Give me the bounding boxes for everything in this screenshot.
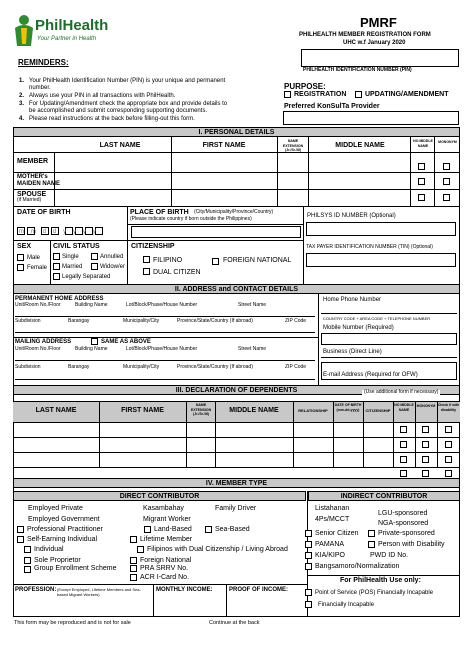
dep-row-checkbox[interactable] bbox=[445, 426, 452, 433]
lifetime-checkbox[interactable] bbox=[130, 536, 137, 543]
pwd-id-label: PWD ID No. bbox=[370, 552, 409, 559]
nga-label: NGA-sponsored bbox=[378, 520, 429, 527]
dep-col-no-middle: NO MIDDLE NAME bbox=[394, 403, 414, 412]
section-address-title: II. ADDRESS and CONTACT DETAILS bbox=[13, 284, 460, 294]
listahanan-label: Listahanan bbox=[315, 505, 350, 512]
konsulta-input[interactable] bbox=[283, 111, 459, 125]
pos-checkbox[interactable] bbox=[305, 589, 312, 596]
proof-income-label: PROOF OF INCOME: bbox=[229, 587, 288, 593]
individual-checkbox[interactable] bbox=[24, 546, 31, 553]
row-member: MEMBER bbox=[17, 158, 49, 165]
pin-box[interactable] bbox=[301, 49, 459, 67]
self-earning-label: Self-Earning Individual bbox=[27, 536, 98, 543]
civil-status-label: CIVIL STATUS bbox=[53, 243, 100, 250]
same-as-above-label: SAME AS ABOVE bbox=[101, 339, 151, 345]
row-mother-maiden: MAIDEN NAME bbox=[17, 181, 60, 187]
tin-label: TAX PAYER IDENTIFICATION NUMBER (TIN) (Optional) bbox=[306, 244, 433, 250]
sex-male-radio[interactable] bbox=[17, 254, 24, 261]
civil-single-radio[interactable] bbox=[53, 253, 60, 260]
tin-input[interactable] bbox=[306, 253, 456, 267]
dep-col-relationship: RELATIONSHIP bbox=[298, 408, 328, 413]
dep-row-checkbox[interactable] bbox=[445, 470, 452, 477]
perm-barangay: Barangay bbox=[68, 318, 90, 324]
cit-foreign-checkbox[interactable] bbox=[212, 258, 219, 265]
same-as-above-checkbox[interactable] bbox=[91, 338, 98, 345]
dob-label: DATE OF BIRTH bbox=[17, 209, 71, 216]
sole-prop-checkbox[interactable] bbox=[24, 557, 31, 564]
mother-no-middle-checkbox[interactable] bbox=[418, 178, 425, 185]
sex-label: SEX bbox=[17, 243, 32, 250]
pob-label: PLACE OF BIRTH bbox=[130, 209, 189, 216]
civil-married-label: Married bbox=[62, 264, 83, 270]
foreign-nat-checkbox[interactable] bbox=[130, 557, 137, 564]
reminders-title: REMINDERS: bbox=[18, 58, 69, 67]
filipinos-dual-checkbox[interactable] bbox=[137, 546, 144, 553]
dep-col-first: FIRST NAME bbox=[121, 407, 164, 414]
form-version: UHC w.f January 2020 bbox=[343, 40, 406, 46]
civil-married-radio[interactable] bbox=[53, 263, 60, 270]
mail-municipality: Municipality/City bbox=[123, 364, 160, 370]
logo-text: PhilHealth bbox=[35, 17, 109, 34]
profession-label: PROFESSION: bbox=[15, 587, 57, 593]
dep-row-checkbox[interactable] bbox=[445, 456, 452, 463]
row-spouse: SPOUSE bbox=[17, 191, 47, 198]
reminder-text: be accomplished and submit corresponding supporting documents. bbox=[29, 108, 208, 114]
dep-col-citizenship: CITIZENSHIP bbox=[365, 408, 391, 413]
filipinos-dual-label: Filipinos with Dual Citizenship / Living Abroad bbox=[147, 546, 288, 553]
civil-annulled-radio[interactable] bbox=[91, 253, 98, 260]
senior-label: Senior Citizen bbox=[315, 530, 359, 537]
employed-gov-label: Employed Government bbox=[28, 516, 100, 523]
financially-incapable-checkbox[interactable] bbox=[305, 601, 312, 608]
pwd-checkbox[interactable] bbox=[368, 541, 375, 548]
dep-row-checkbox[interactable] bbox=[422, 426, 429, 433]
cit-filipino-label: FILIPINO bbox=[153, 257, 183, 264]
dep-row-checkbox[interactable] bbox=[422, 456, 429, 463]
phone-format-label: COUNTRY CODE + AREA CODE + TELEPHONE NUMBER bbox=[323, 316, 431, 321]
dep-row-checkbox[interactable] bbox=[422, 470, 429, 477]
col-middle-name: MIDDLE NAME bbox=[335, 142, 385, 149]
group-enroll-checkbox[interactable] bbox=[24, 566, 31, 573]
col-mononym: MONONYM bbox=[438, 140, 457, 144]
prof-pract-label: Professional Practitioner bbox=[27, 526, 103, 533]
mail-barangay: Barangay bbox=[68, 364, 90, 370]
reminder-text: Always use your PIN in all transactions with PhilHealth. bbox=[29, 93, 176, 99]
mail-subdivision: Subdivision bbox=[15, 364, 41, 370]
reminder-number: 3. bbox=[19, 101, 25, 107]
pob-note: (Please indicate country if born outside the Philippines) bbox=[130, 216, 252, 222]
dep-row-checkbox[interactable] bbox=[400, 470, 407, 477]
perm-zip: ZIP Code bbox=[285, 318, 307, 324]
purpose-label: PURPOSE: bbox=[284, 82, 326, 91]
pob-sub: (City/Municipality/Province/Country) bbox=[194, 209, 274, 215]
updating-checkbox[interactable] bbox=[355, 91, 362, 98]
pin-label: PHILHEALTH IDENTIFICATION NUMBER (PIN) bbox=[303, 67, 412, 73]
pwd-label: Person with Disability bbox=[378, 541, 445, 548]
financially-incapable-label: Financially Incapable bbox=[318, 602, 375, 608]
direct-contributor-title: DIRECT CONTRIBUTOR bbox=[13, 491, 306, 501]
private-sp-label: Private-sponsored bbox=[378, 530, 435, 537]
reminder-text: Your PhilHealth Identification Number (PIN) is your unique and permanent bbox=[29, 78, 226, 84]
pos-label: Point of Service (POS) Financially Incapable bbox=[315, 590, 434, 596]
col-last-name: LAST NAME bbox=[99, 142, 141, 149]
migrant-label: Migrant Worker bbox=[143, 516, 191, 523]
reminder-number: 1. bbox=[19, 78, 25, 84]
prasrv-checkbox[interactable] bbox=[130, 565, 137, 572]
cit-dual-label: DUAL CITIZEN bbox=[153, 269, 201, 276]
home-phone-input[interactable] bbox=[321, 305, 457, 314]
philsys-label: PHILSYS ID NUMBER (Optional) bbox=[307, 213, 396, 219]
bangsamoro-label: Bangsamoro/Normalization bbox=[315, 563, 400, 570]
spouse-no-middle-checkbox[interactable] bbox=[418, 194, 425, 201]
footer-left: This form may be reproduced and is not for sale bbox=[14, 620, 131, 626]
home-phone-label: Home Phone Number bbox=[323, 297, 382, 303]
indirect-contributor-title: INDIRECT CONTRIBUTOR bbox=[308, 491, 460, 501]
dep-col-mononym: MONONYM bbox=[416, 404, 436, 408]
perm-unit: Unit/Room No./Floor bbox=[15, 302, 61, 308]
cit-filipino-checkbox[interactable] bbox=[143, 256, 150, 263]
dep-row-checkbox[interactable] bbox=[400, 426, 407, 433]
kasambahay-label: Kasambahay bbox=[143, 505, 184, 512]
perm-municipality: Municipality/City bbox=[123, 318, 160, 324]
mail-address-line2-input[interactable] bbox=[15, 371, 315, 380]
individual-label: Individual bbox=[34, 546, 64, 553]
dependents-note: (Use additional form if necessary) bbox=[364, 389, 439, 395]
form-code: PMRF bbox=[360, 15, 397, 30]
business-label: Business (Direct Line) bbox=[323, 349, 382, 355]
civil-widower-label: Widow/er bbox=[100, 264, 126, 270]
dep-row-checkbox[interactable] bbox=[422, 441, 429, 448]
kia-kipo-label: KIA/KIPO bbox=[315, 552, 345, 559]
land-based-label: Land-Based bbox=[154, 526, 192, 533]
logo-tagline: Your Partner in Health bbox=[37, 36, 97, 42]
section-member-type-title: IV. MEMBER TYPE bbox=[13, 478, 460, 488]
civil-annulled-label: Annulled bbox=[100, 254, 124, 260]
perm-address-label: PERMANENT HOME ADDRESS bbox=[15, 296, 104, 302]
dep-col-ext: NAME EXTENSION (Jr./Sr./III) bbox=[190, 403, 212, 417]
philhealth-logo bbox=[12, 12, 152, 50]
lgu-label: LGU-sponsored bbox=[378, 510, 428, 517]
sea-based-checkbox[interactable] bbox=[205, 526, 212, 533]
pamana-label: PAMANA bbox=[315, 541, 345, 548]
reminder-text: Please read instructions at the back before filling-out this form. bbox=[29, 116, 195, 122]
citizenship-label: CITIZENSHIP bbox=[131, 243, 175, 250]
dep-col-last: LAST NAME bbox=[35, 407, 77, 414]
reminder-text: number. bbox=[29, 85, 51, 91]
mail-building: Building Name bbox=[75, 346, 108, 352]
dep-col-dob: DATE OF BIRTH (mm-dd-yyyy) bbox=[334, 403, 362, 412]
logo-icon bbox=[12, 14, 36, 48]
senior-checkbox[interactable] bbox=[305, 530, 312, 537]
col-first-name: FIRST NAME bbox=[202, 142, 246, 149]
mail-address-line1-input[interactable] bbox=[15, 352, 315, 361]
philsys-input[interactable] bbox=[306, 222, 456, 236]
mail-zip: ZIP Code bbox=[285, 364, 307, 370]
perm-address-line2-input[interactable] bbox=[15, 324, 315, 333]
mobile-label: Mobile Number (Required) bbox=[323, 325, 394, 331]
family-driver-label: Family Driver bbox=[215, 505, 257, 512]
dep-row-checkbox[interactable] bbox=[400, 456, 407, 463]
perm-province: Province/State/Country (If abroad) bbox=[177, 318, 253, 324]
mail-street: Street Name bbox=[238, 346, 267, 352]
mailing-address-label: MAILING ADDRESS bbox=[15, 339, 72, 345]
pob-input[interactable] bbox=[131, 226, 301, 238]
civil-widower-radio[interactable] bbox=[91, 263, 98, 270]
reminder-text: For Updating/Amendment check the appropriate box and provide details to bbox=[29, 101, 228, 107]
section-dependents-title: III. DECLARATION OF DEPENDENTS bbox=[13, 385, 460, 395]
sea-based-label: Sea-Based bbox=[215, 526, 250, 533]
mail-unit: Unit/Room No./Floor bbox=[15, 346, 61, 352]
sex-female-label: Female bbox=[27, 265, 48, 271]
bangsamoro-checkbox[interactable] bbox=[305, 563, 312, 570]
self-earning-checkbox[interactable] bbox=[17, 536, 24, 543]
footer-right: Continue at the back bbox=[209, 620, 260, 626]
email-label: E-mail Address (Required for OFW) bbox=[323, 372, 418, 378]
pamana-checkbox[interactable] bbox=[305, 541, 312, 548]
reminder-number: 2. bbox=[19, 93, 25, 99]
updating-label: UPDATING/AMENDMENT bbox=[365, 91, 449, 98]
civil-legally-separated-label: Legally Separated bbox=[62, 274, 111, 280]
prasrv-label: PRA SRRV No. bbox=[140, 565, 189, 572]
row-mother: MOTHER's bbox=[17, 174, 48, 180]
perm-building: Building Name bbox=[75, 302, 108, 308]
dep-col-disability: Check if with disability bbox=[437, 403, 460, 412]
civil-single-label: Single bbox=[62, 254, 79, 260]
sole-prop-label: Sole Proprietor bbox=[34, 557, 81, 564]
employed-private-label: Employed Private bbox=[28, 505, 83, 512]
cit-dual-checkbox[interactable] bbox=[143, 268, 150, 275]
profession-note: (Except Employed, Lifetime Members and Sea-based Migrant Workers) bbox=[57, 587, 141, 598]
cit-foreign-label: FOREIGN NATIONAL bbox=[223, 257, 292, 264]
acr-checkbox[interactable] bbox=[130, 574, 137, 581]
mail-province: Province/State/Country (If abroad) bbox=[177, 364, 253, 370]
mail-lot: Lot/Block/Phase/House Number bbox=[126, 346, 198, 352]
four-ps-label: 4Ps/MCCT bbox=[315, 516, 350, 523]
registration-checkbox[interactable] bbox=[284, 91, 291, 98]
private-sp-checkbox[interactable] bbox=[368, 530, 375, 537]
acr-label: ACR I-Card No. bbox=[140, 574, 190, 581]
perm-address-line1-input[interactable] bbox=[15, 308, 315, 317]
reminder-number: 4. bbox=[19, 116, 25, 122]
col-name-ext: NAME EXTENSION (Jr./Sr./III) bbox=[282, 139, 304, 153]
member-mononym-checkbox[interactable] bbox=[443, 163, 450, 170]
kia-kipo-checkbox[interactable] bbox=[305, 552, 312, 559]
group-enroll-label: Group Enrollment Scheme bbox=[34, 565, 117, 572]
dep-row-checkbox[interactable] bbox=[400, 441, 407, 448]
dep-row-checkbox[interactable] bbox=[445, 441, 452, 448]
civil-legally-separated-radio[interactable] bbox=[53, 273, 60, 280]
perm-street: Street Name bbox=[238, 302, 267, 308]
konsulta-label: Preferred KonSulTa Provider bbox=[284, 103, 380, 110]
form-title: PHILHEALTH MEMBER REGISTRATION FORM bbox=[299, 32, 431, 38]
land-based-checkbox[interactable] bbox=[144, 526, 151, 533]
foreign-nat-label: Foreign National bbox=[140, 557, 192, 564]
mother-mononym-checkbox[interactable] bbox=[443, 178, 450, 185]
perm-lot: Lot/Block/Phase/House Number bbox=[126, 302, 198, 308]
dep-col-middle: MIDDLE NAME bbox=[229, 407, 279, 414]
sex-male-label: Male bbox=[27, 255, 41, 261]
mobile-input[interactable] bbox=[321, 333, 457, 345]
row-spouse-note: (if Married) bbox=[17, 197, 42, 203]
spouse-mononym-checkbox[interactable] bbox=[443, 194, 450, 201]
prof-pract-checkbox[interactable] bbox=[17, 526, 24, 533]
section-personal-title: I. PERSONAL DETAILS bbox=[13, 127, 460, 137]
member-no-middle-checkbox[interactable] bbox=[418, 163, 425, 170]
col-no-middle: NO MIDDLE NAME bbox=[413, 139, 433, 148]
sex-female-radio[interactable] bbox=[17, 264, 24, 271]
monthly-income-label: MONTHLY INCOME: bbox=[156, 587, 213, 593]
lifetime-label: Lifetime Member bbox=[140, 536, 193, 543]
for-philhealth-label: For PhilHealth Use only: bbox=[340, 577, 421, 584]
dob-placeholder: m m d d y y y y bbox=[19, 229, 99, 235]
registration-label: REGISTRATION bbox=[294, 91, 347, 98]
perm-subdivision: Subdivision bbox=[15, 318, 41, 324]
